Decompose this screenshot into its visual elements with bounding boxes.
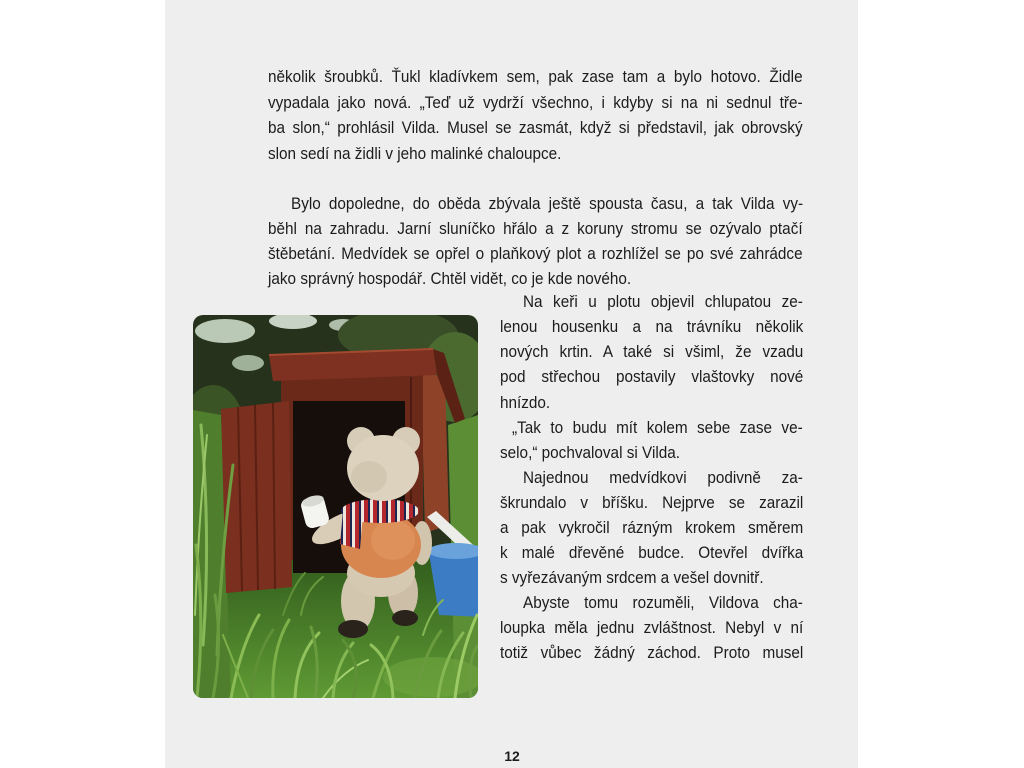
text-line: vypadala jako nová. „Teď už vydrží všechno, i kdyby si na ni sednul tře- <box>268 93 803 112</box>
text-line: k malé dřevěné budce. Otevřel dvířka <box>500 543 804 562</box>
bear-scarf <box>341 499 419 523</box>
text-line: Na keři u plotu objevil chlupatou ze- <box>523 292 803 311</box>
bear-right-foot <box>392 610 418 626</box>
text-line: běhl na zahradu. Jarní sluníčko hřálo a z koruny stromu se ozývalo ptačí <box>268 219 803 238</box>
text-line: slon sedí na židli v jeho malinké chaloupce. <box>268 144 562 163</box>
teddy-bear-outhouse-photo <box>193 315 478 698</box>
text-line: „Tak to budu mít kolem sebe zase ve- <box>512 418 803 437</box>
text-line: s vyřezávaným srdcem a vešel dovnitř. <box>500 568 764 587</box>
text-line: několik šroubků. Ťukl kladívkem sem, pak zase tam a bylo hotovo. Židle <box>268 67 803 86</box>
text-line: hnízdo. <box>500 393 551 412</box>
sky-patch <box>195 319 255 343</box>
text-line: lenou housenku a na trávníku několik <box>500 317 804 336</box>
text-line: Abyste tomu rozuměli, Vildova cha- <box>523 593 803 612</box>
bear-vest-highlight <box>371 520 415 560</box>
text-line: ba slon,“ prohlásil Vilda. Musel se zasmát, když si představil, jak obrovský <box>268 118 803 137</box>
text-line: selo,“ pochvaloval si Vilda. <box>500 443 681 462</box>
sky-patch <box>232 355 264 371</box>
page-number: 12 <box>504 748 520 764</box>
text-line: Bylo dopoledne, do oběda zbývala ještě spousta času, a tak Vilda vy- <box>291 194 804 213</box>
text-line: totiž vůbec žádný záchod. Proto musel <box>500 643 804 662</box>
bear-left-foot <box>338 620 368 638</box>
text-line: štěbetání. Medvídek se opřel o plaňkový plot a rozhlížel se po své zahrádce <box>268 244 803 263</box>
text-line: loupka měla jednu zvláštnost. Nebyl v ní <box>500 618 804 637</box>
text-line: Najednou medvídkovi podivně za- <box>523 468 803 487</box>
bear-head-shadow <box>351 461 387 493</box>
book-page <box>165 0 858 768</box>
text-line: a pak vykročil rázným krokem směrem <box>500 518 804 537</box>
text-line: jako správný hospodář. Chtěl vidět, co je kde nového. <box>268 269 632 288</box>
outhouse-side-wall <box>421 373 449 533</box>
text-line: pod střechou postavily vlaštovky nové <box>500 367 804 386</box>
text-line: škrundalo v bříšku. Nejprve se zarazil <box>500 493 804 512</box>
text-line: nových krtin. A také si všiml, že vzadu <box>500 342 804 361</box>
illustration-photo <box>193 315 478 698</box>
